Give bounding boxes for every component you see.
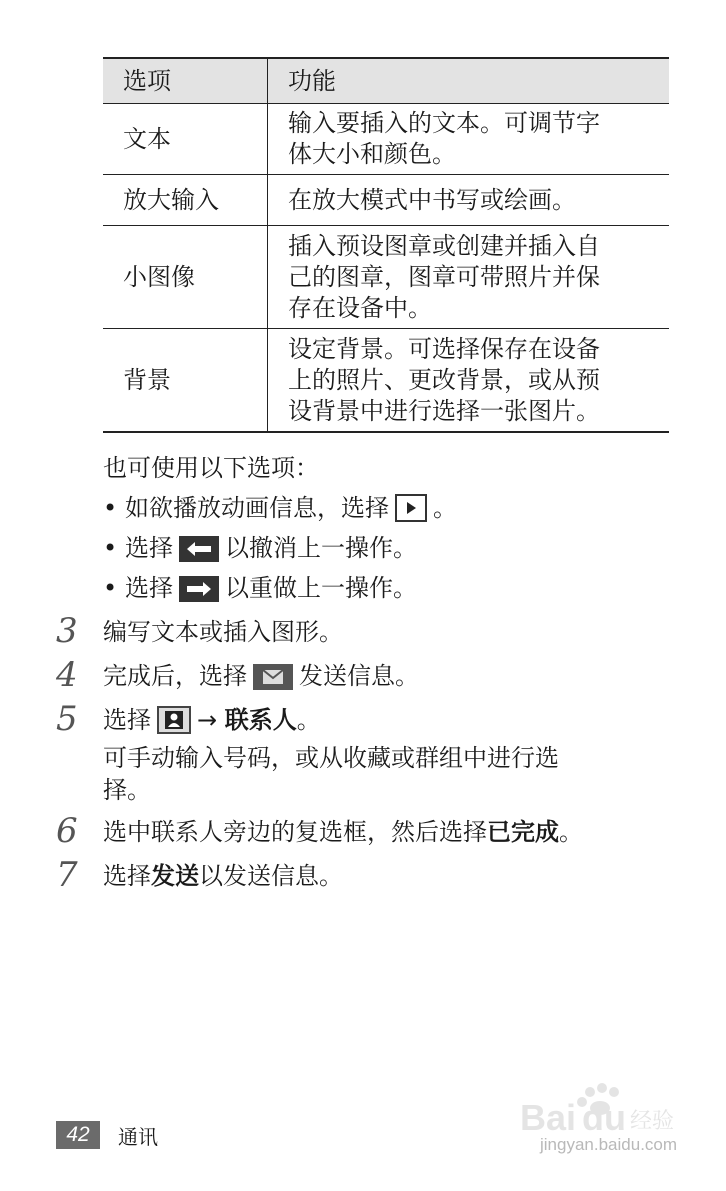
- step-6-text: 选中联系人旁边的复选框，然后选择已完成。: [103, 818, 583, 846]
- header-option: 选项: [103, 58, 268, 104]
- page-number: 42: [56, 1121, 100, 1149]
- redo-arrow-icon: [179, 576, 219, 610]
- step-5-note-line: 可手动输入号码，或从收藏或群组中进行选: [103, 744, 559, 772]
- play-icon: [395, 494, 427, 530]
- function-line: 设背景中进行选择一张图片。: [288, 396, 600, 425]
- option-cell: 放大输入: [103, 175, 268, 226]
- option-cell: 背景: [103, 329, 268, 433]
- function-line: 设定背景。可选择保存在设备: [288, 334, 600, 363]
- svg-text:du: du: [582, 1097, 626, 1138]
- svg-text:Bai: Bai: [520, 1097, 577, 1138]
- option-bullet-play: • 如欲播放动画信息，选择 。: [103, 492, 457, 530]
- function-cell: [268, 175, 670, 226]
- table-header-row: [103, 58, 669, 104]
- watermark-url: jingyan.baidu.com: [540, 1135, 678, 1154]
- function-line: 己的图章，图章可带照片并保: [288, 262, 600, 291]
- section-title: 通讯: [118, 1125, 158, 1149]
- step-4-text: 完成后，选择 发送信息。: [103, 660, 419, 698]
- function-cell: [268, 329, 670, 433]
- contact-icon: [157, 706, 191, 742]
- function-line: 插入预设图章或创建并插入自: [288, 231, 600, 260]
- step-number: 6: [56, 811, 78, 851]
- option-bullet-redo: • 选择 以重做上一操作。: [103, 572, 417, 610]
- table-row: [103, 104, 669, 175]
- step-5-note-line: 择。: [103, 776, 151, 804]
- function-line: 体大小和颜色。: [288, 140, 456, 168]
- function-cell: [268, 104, 670, 175]
- step-number: 3: [56, 611, 78, 651]
- table-row: [103, 175, 669, 226]
- table-row: [103, 226, 669, 329]
- header-function: 功能: [268, 58, 670, 104]
- step-3-text: 编写文本或插入图形。: [103, 618, 343, 646]
- function-cell: [268, 226, 670, 329]
- options-table: [103, 57, 669, 433]
- option-cell: 文本: [103, 104, 268, 175]
- step-number: 7: [56, 855, 78, 895]
- step-7-text: 选择发送以发送信息。: [103, 862, 343, 890]
- table-row: [103, 329, 669, 433]
- step-number: 4: [56, 655, 78, 695]
- step-number: 5: [56, 699, 78, 739]
- option-bullet-undo: • 选择 以撤消上一操作。: [103, 532, 417, 570]
- function-line: 输入要插入的文本。可调节字: [288, 109, 600, 137]
- function-line: 上的照片、更改背景，或从预: [288, 365, 600, 394]
- function-line: 在放大模式中书写或绘画。: [288, 185, 576, 214]
- more-options-intro: 也可使用以下选项：: [103, 454, 319, 482]
- step-5-text: 选择 → 联系人。: [103, 704, 321, 742]
- function-line: 存在设备中。: [288, 293, 432, 322]
- undo-arrow-icon: [179, 536, 219, 570]
- option-cell: 小图像: [103, 226, 268, 329]
- envelope-icon: [253, 664, 293, 698]
- svg-text:经验: 经验: [630, 1109, 675, 1134]
